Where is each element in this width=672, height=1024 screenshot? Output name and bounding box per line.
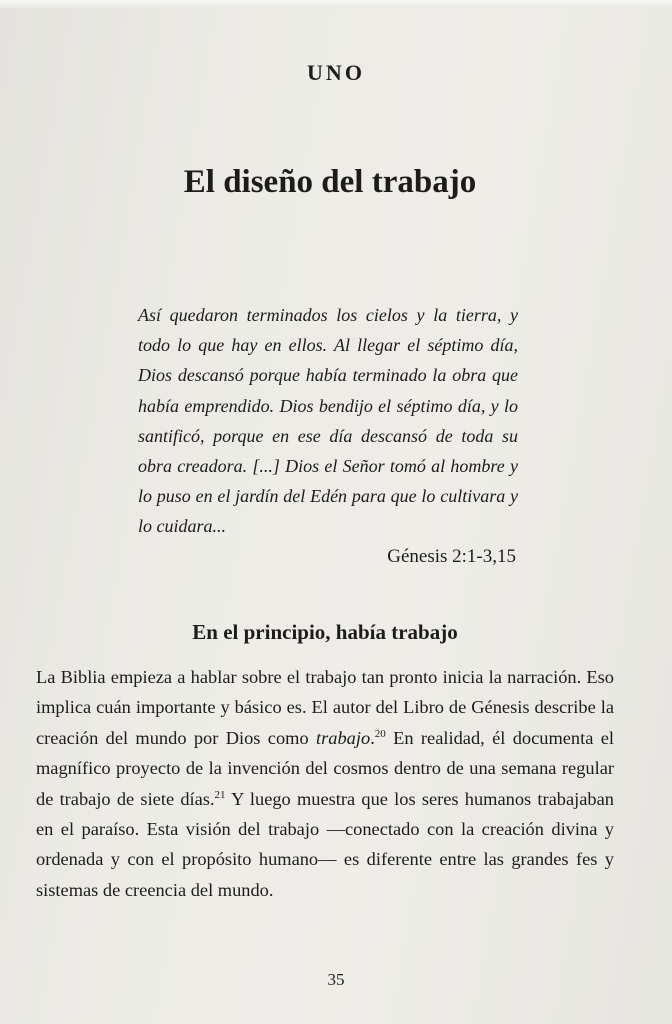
footnote-marker: 20 xyxy=(374,727,386,740)
page-top-edge xyxy=(0,0,672,8)
section-heading: En el principio, había trabajo xyxy=(192,620,458,644)
body-paragraph xyxy=(36,662,614,905)
body-text-part: En realidad, él documenta el magnífico proyecto de la invención del cosmos dentro de una semana regular de trabajo de siete días. xyxy=(36,727,614,809)
page-number: 35 xyxy=(327,970,345,989)
body-text-part: . xyxy=(370,727,375,748)
chapter-title: El diseño del trabajo xyxy=(183,164,477,200)
chapter-label: UNO xyxy=(307,60,365,85)
body-text-emphasis: trabajo xyxy=(316,727,371,748)
footnote-marker: 21 xyxy=(214,788,226,801)
body-text-part: La Biblia empieza a hablar sobre el trabajo tan pronto inicia la narración. Eso implica cuán importante y básico es. El autor del Libro de Génesis describe la creación del mundo por Dios como xyxy=(36,667,614,748)
epigraph-quote: Así quedaron terminados los cielos y la tierra, y todo lo que hay en ellos. Al llegar el séptimo día, Dios descansó porque había terminado la obra que había emprendido. Dios bendijo el séptimo día, y lo santificó, porque en ese día descansó de toda su obra creadora. [...] Dios el Señor tomó al hombre y lo puso en el jardín del Edén para que lo cultivara y lo cuidara... xyxy=(138,305,518,537)
epigraph-source: Génesis 2:1-3,15 xyxy=(387,546,516,567)
body-text-part: Y luego muestra que los seres humanos trabajaban en el paraíso. Esta visión del trabajo —conectado con la creación divina y ordenada y con el propósito humano— es diferente entre las grandes fes y sistemas de creencia del mundo. xyxy=(36,788,614,900)
